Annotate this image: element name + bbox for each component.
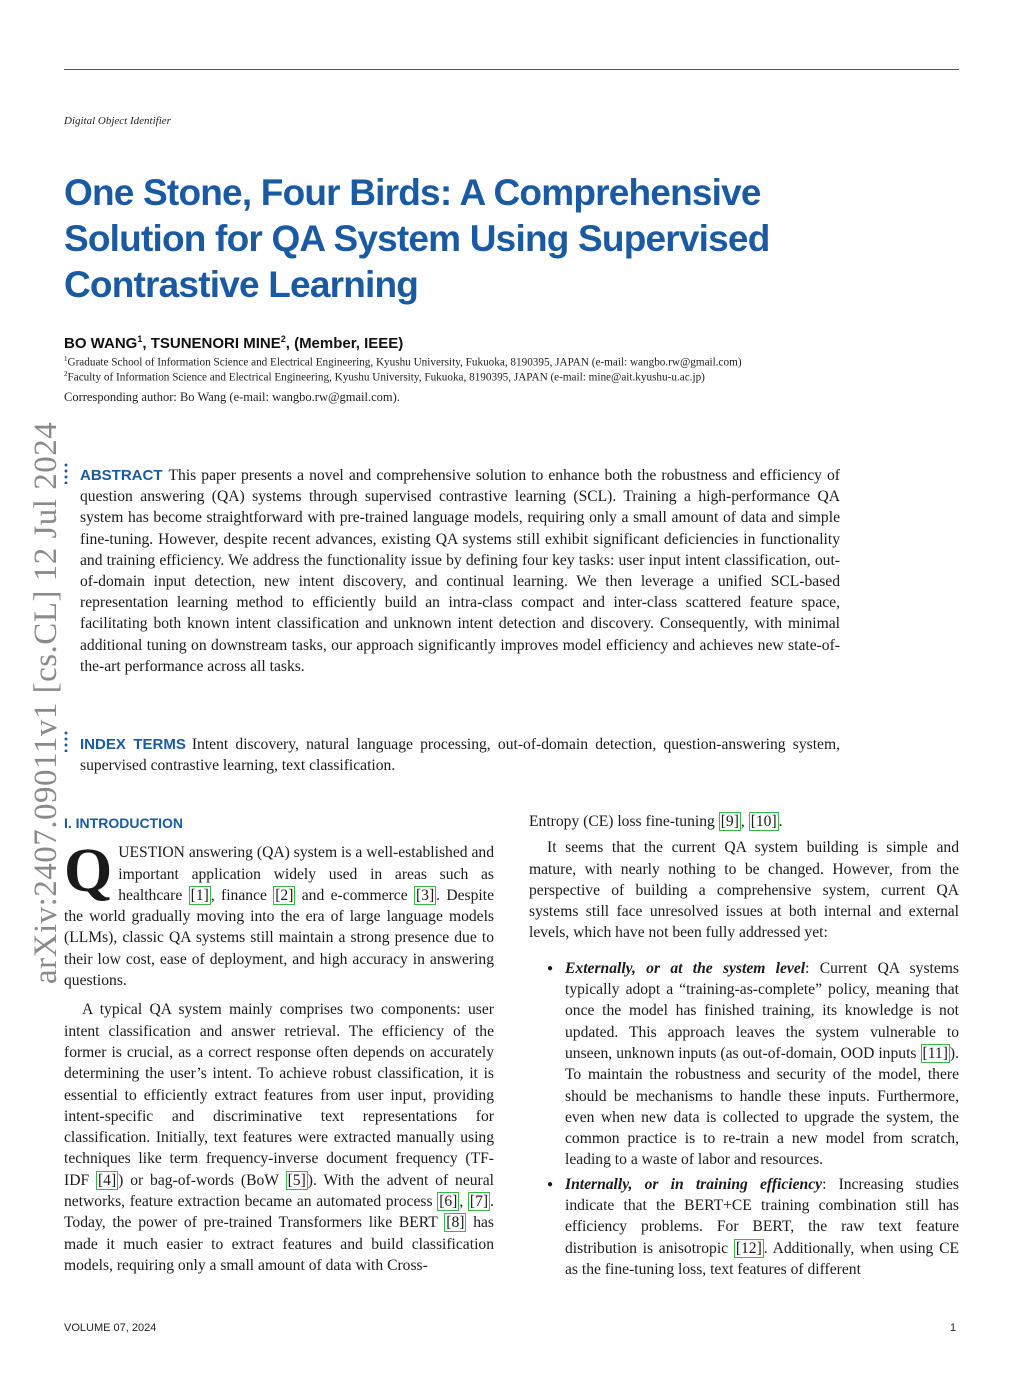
intro-paragraph-continued: Entropy (CE) loss fine-tuning [9] , [10] .: [529, 813, 783, 830]
author-membership: , (Member, IEEE): [285, 335, 404, 352]
citation-link[interactable]: [1]: [190, 886, 209, 904]
citation-link[interactable]: [11]: [922, 1044, 948, 1062]
author-1-sup: 1: [137, 334, 143, 344]
dropcap: Q: [64, 837, 113, 906]
issues-list: [529, 958, 959, 1280]
citation-link[interactable]: [7]: [469, 1193, 489, 1211]
affiliation-2: $^2$Faculty of Information Science and Electrical Engineering, Kyushu University, Fukuoka, 8190395, JAPAN (e-mail: mine@ait.kyushu-u.ac.jp): [64, 370, 705, 384]
list-item: ● Internally, or in training efficiency: Increasing studies indicate that the BERT+CE training combination still has efficiency problems. For BERT, the raw text feature distribution is anisotropic [12] . Additionally, when using CE as the fine-tuning loss, text features of different: [529, 1174, 959, 1280]
citation-link[interactable]: [12]: [735, 1239, 762, 1257]
index-terms-text: Intent discovery, natural language processing, out-of-domain detection, question-answering system, supervised contrastive learning, text classification.: [80, 736, 841, 775]
abstract: [80, 465, 840, 677]
paper-title: One Stone, Four Birds: A Comprehensive Solution for QA System Using Supervised Contrastive Learning: [64, 172, 770, 305]
citation-link[interactable]: [10]: [750, 813, 777, 830]
citation-link[interactable]: [6]: [439, 1193, 458, 1211]
abstract-text: This paper presents a novel and comprehensive solution to enhance both the robustness and efficiency of question answering (QA) systems through supervised contrastive learning (SCL). Training a high-performance QA system has become straightforward with pre-trained language models, requiring only a small amount of data and simple fine-tuning. However, despite recent advances, existing QA systems still exhibit significant deficiencies in functionality and training efficiency. We address the functionality issue by defining four key tasks: user input intent classification, out-of-domain input detection, new intent discovery, and continual learning. We then leverage a unified SCL-based representation learning method to efficiently build an intra-class compact and inter-class scattered feature space, facilitating both known intent classification and unknown intent detection and discovery. Consequently, with minimal additional tuning on downstream tasks, our approach significantly improves model efficiency and achieves new state-of-the-art performance across all tasks.: [80, 467, 840, 675]
author-2-sup: 2: [280, 334, 286, 344]
author-sep: ,: [142, 335, 151, 352]
right-column: [529, 811, 959, 1283]
citation-link[interactable]: [2]: [275, 886, 294, 904]
intro-paragraph-2: A typical QA system mainly comprises two components: user intent classification and answer retrieval. The efficiency of the former is crucial, as a correct response often depends on accurately determining the user’s intent. To achieve robust classification, it is essential to efficiently extract features from user input, providing intent-specific and discriminative text representations for classification. Initially, text features were extracted manually using techniques like term frequency-inverse document frequency (TF-IDF [4] ) or bag-of-words (BoW [5] ). With the advent of neural networks, feature extraction became an automated process [6] , [7] . Today, the power of pre-trained Transformers like BERT [8] has made it much easier to extract features and build classification models, requiring only a small amount of data with Cross-: [64, 1001, 495, 1274]
arxiv-watermark: arXiv:2407.09011v1 [cs.CL] 12 Jul 2024: [28, 421, 64, 984]
index-terms-label: INDEX TERMS: [80, 736, 186, 753]
top-rule: [64, 69, 959, 70]
citation-link[interactable]: [3]: [415, 886, 435, 904]
citation-link[interactable]: [9]: [720, 813, 739, 830]
citation-link[interactable]: [8]: [446, 1214, 465, 1232]
corresponding-author: Corresponding author: Bo Wang (e-mail: wangbo.rw@gmail.com).: [64, 390, 400, 404]
citation-link[interactable]: [4]: [97, 1171, 117, 1189]
list-item: ● Externally, or at the system level: Current QA systems typically adopt a “training-as-complete” policy, meaning that once the model has finished training, its knowledge is not updated. This approach leaves the system vulnerable to unseen, unknown inputs (as out-of-domain, OOD inputs [11] ). To maintain the robustness and security of the model, there should be mechanisms to handle these inputs. Furthermore, even when new data is collected to upgrade the system, the common practice is to re-train a new model from scratch, leading to a waste of labor and resources.: [529, 958, 959, 1171]
author-line: [64, 334, 403, 352]
intro-paragraph-1: QUESTION answering (QA) system is a well-established and important application widely used in areas such as healthcare [1] , finance [2] and e-commerce [3] . Despite the world gradually moving into the era of large language models (LLMs), classic QA systems still maintain a strong presence due to their low cost, ease of deployment, and high accuracy in answering questions.: [64, 837, 494, 990]
page-number: 1: [950, 1322, 957, 1334]
left-column: [64, 813, 494, 1276]
affiliation-1: $^1$Graduate School of Information Science and Electrical Engineering, Kyushu University, Fukuoka, 8190395, JAPAN (e-mail: wangbo.rw@gmail.com): [64, 355, 742, 369]
abstract-label: ABSTRACT: [80, 467, 163, 484]
abstract-marker: [64, 462, 68, 484]
footer-volume: VOLUME 07, 2024: [64, 1322, 157, 1334]
citation-link[interactable]: [5]: [287, 1171, 306, 1189]
doi-label: Digital Object Identifier: [64, 115, 171, 127]
index-terms-marker: [64, 730, 68, 752]
author-2: TSUNENORI MINE: [150, 335, 281, 352]
intro-paragraph-3: It seems that the current QA system building is simple and mature, with nearly nothing to be changed. However, from the perspective of building a comprehensive system, current QA systems still face unresolved issues at both internal and external levels, which have not been fully addressed yet:: [529, 839, 959, 942]
author-1: BO WANG: [64, 335, 138, 352]
section-heading-introduction: I. INTRODUCTION: [64, 815, 183, 831]
index-terms: [80, 734, 840, 776]
